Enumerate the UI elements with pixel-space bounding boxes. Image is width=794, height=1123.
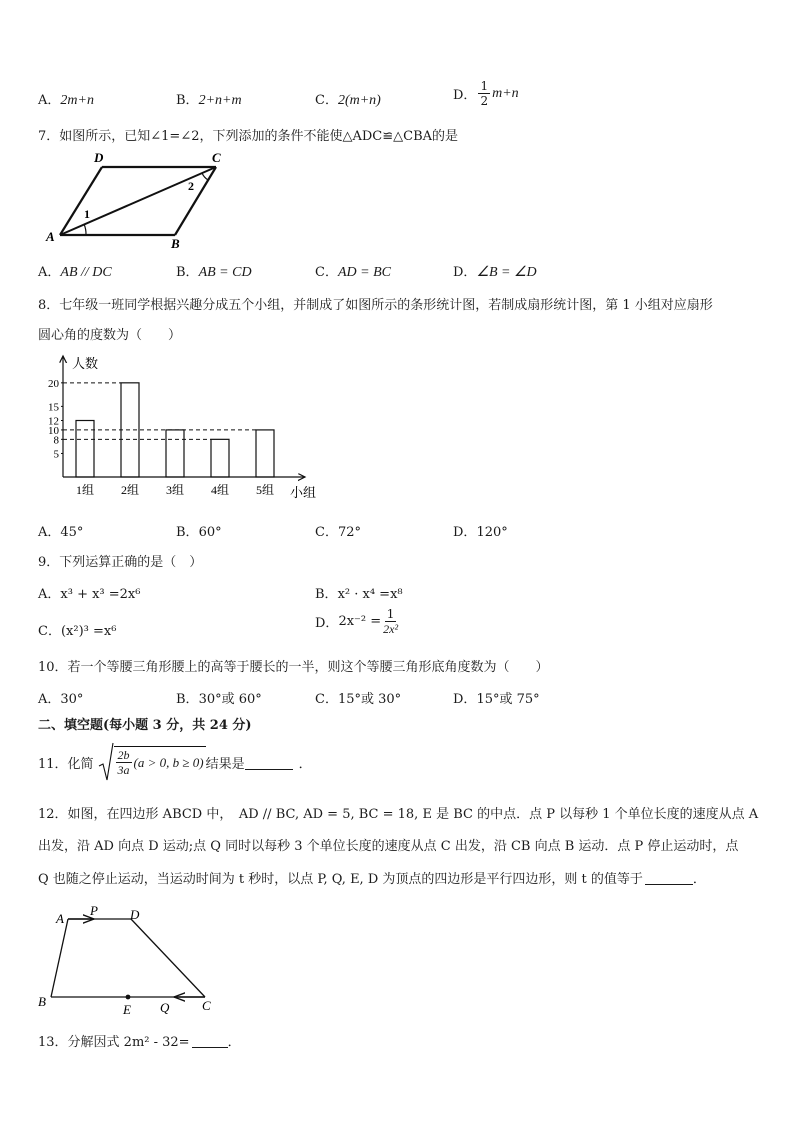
q13-stem-row: 13．分解因式 2m² - 32= ． — [38, 1035, 241, 1050]
q6-option-c: C．2(m+n) — [315, 93, 381, 108]
q10-option-c: C．15°或 30° — [315, 692, 402, 707]
q7-angle-2: 2 — [188, 179, 194, 193]
q8-bar-3 — [166, 430, 184, 477]
q7-option-b: B．AB = CD — [176, 265, 252, 280]
q6-option-a: A．2m+n — [38, 93, 94, 108]
q8-stem-line2: 圆心角的度数为（ ） — [38, 328, 182, 343]
q6-option-d-fraction: $\frac{1}{2}$ — [480, 79, 489, 108]
q12-trapezoid-figure — [34, 902, 224, 1020]
q7-label-b: B — [171, 236, 180, 248]
q12-line1: 12．如图，在四边形 ABCD 中， AD // BC, AD = 5, BC = 18, E 是 BC 的中点．点 P 以每秒 1 个单位长度的速度从点 A — [38, 807, 759, 822]
q7-label-a: A — [46, 229, 55, 244]
q10-option-d: D．15°或 75° — [453, 692, 540, 707]
q8-xtick-1: 1组 — [75, 483, 95, 497]
q8-ytick-20: 20 — [48, 377, 59, 390]
q6-option-b: B．2+n+m — [176, 93, 242, 108]
q8-xtick-2: 2组 — [120, 483, 140, 497]
q8-bar-5 — [256, 430, 274, 477]
q12-answer-blank[interactable] — [645, 870, 693, 885]
q11-stem: 11．化简 $\frac{2b}{3a}$ (a > 0, b ≥ 0) 结果是 ． — [38, 740, 312, 784]
q9-option-c: C．(x²)³ =x⁶ — [38, 624, 117, 639]
q8-option-b: B．60° — [176, 525, 222, 540]
q12-label-q: Q — [160, 1000, 170, 1015]
q8-ytick-8: 8 — [53, 434, 59, 447]
q12-label-b: B — [38, 994, 46, 1009]
q10-stem: 10．若一个等腰三角形腰上的高等于腰长的一半，则这个等腰三角形底角度数为（ ） — [38, 660, 549, 675]
q12-label-c: C — [202, 998, 211, 1013]
q8-ytick-5: 5 — [53, 448, 59, 461]
q8-bar-4 — [211, 439, 229, 477]
q12-line3: Q 也随之停止运动，当运动时间为 t 秒时，以点 P, Q, E, D 为顶点的四边形是平行四边形，则 t 的值等于 ． — [38, 872, 706, 887]
q9-stem: 9．下列运算正确的是（ ） — [38, 555, 203, 570]
q6-option-d: D． $\frac{1}{2}$ m+n — [453, 79, 519, 108]
q11-sqrt-sign — [98, 740, 114, 784]
q8-ytick-12: 12 — [48, 415, 59, 428]
q8-xtick-5: 5组 — [255, 483, 275, 497]
q9-option-a: A．x³ + x³ =2x⁶ — [38, 587, 141, 602]
q8-option-a: A．45° — [38, 525, 84, 540]
q7-option-d: D．∠B = ∠D — [453, 265, 537, 280]
q7-label-c: C — [212, 150, 221, 165]
q8-xtick-3: 3组 — [165, 483, 185, 497]
q11-fraction: $\frac{2b}{3a}$ — [117, 748, 130, 777]
q9-option-b: B．x² · x⁴ =x⁸ — [315, 587, 403, 602]
q11-answer-blank[interactable] — [245, 755, 293, 770]
q7-parallelogram-figure — [36, 148, 246, 248]
q8-ytick-15: 15 — [48, 401, 59, 414]
q12-label-a: A — [56, 911, 64, 926]
q7-angle-1: 1 — [84, 207, 90, 221]
q12-line2: 出发，沿 AD 向点 D 运动;点 Q 同时以每秒 3 个单位长度的速度从点 C 出发，沿 CB 向点 B 运动．点 P 停止运动时，点 — [38, 839, 739, 854]
q8-bar-chart — [30, 350, 340, 505]
q9-option-d-fraction: $\frac{1}{\text{2x²}}$ — [383, 607, 399, 636]
q9-option-d: D． 2x⁻² = $\frac{1}{\text{2x²}}$ — [315, 607, 399, 636]
q8-option-c: C．72° — [315, 525, 361, 540]
section2-title: 二、填空题(每小题 3 分，共 24 分) — [38, 718, 252, 733]
q8-ytick-10: 10 — [48, 424, 59, 437]
q8-option-d: D．120° — [453, 525, 508, 540]
q12-label-e: E — [123, 1002, 131, 1017]
q7-option-c: C．AD = BC — [315, 265, 391, 280]
q8-stem-line1: 8．七年级一班同学根据兴趣分成五个小组，并制成了如图所示的条形统计图，若制成扇形统计图，第 1 小组对应扇形 — [38, 298, 713, 313]
q8-bar-1 — [76, 421, 94, 478]
q7-stem: 7．如图所示，已知∠1=∠2，下列添加的条件不能使△ADC≌△CBA的是 — [38, 129, 459, 144]
q7-option-a: A．AB // DC — [38, 265, 112, 280]
q12-label-p: P — [90, 903, 98, 918]
q8-ylabel: 人数 — [72, 356, 99, 371]
q12-label-d: D — [130, 907, 140, 922]
q8-xlabel: 小组 — [290, 485, 317, 500]
q10-option-a: A．30° — [38, 692, 84, 707]
q13-answer-blank[interactable] — [192, 1033, 228, 1048]
q7-label-d: D — [94, 150, 104, 165]
q8-xtick-4: 4组 — [210, 483, 230, 497]
q10-option-b: B．30°或 60° — [176, 692, 262, 707]
